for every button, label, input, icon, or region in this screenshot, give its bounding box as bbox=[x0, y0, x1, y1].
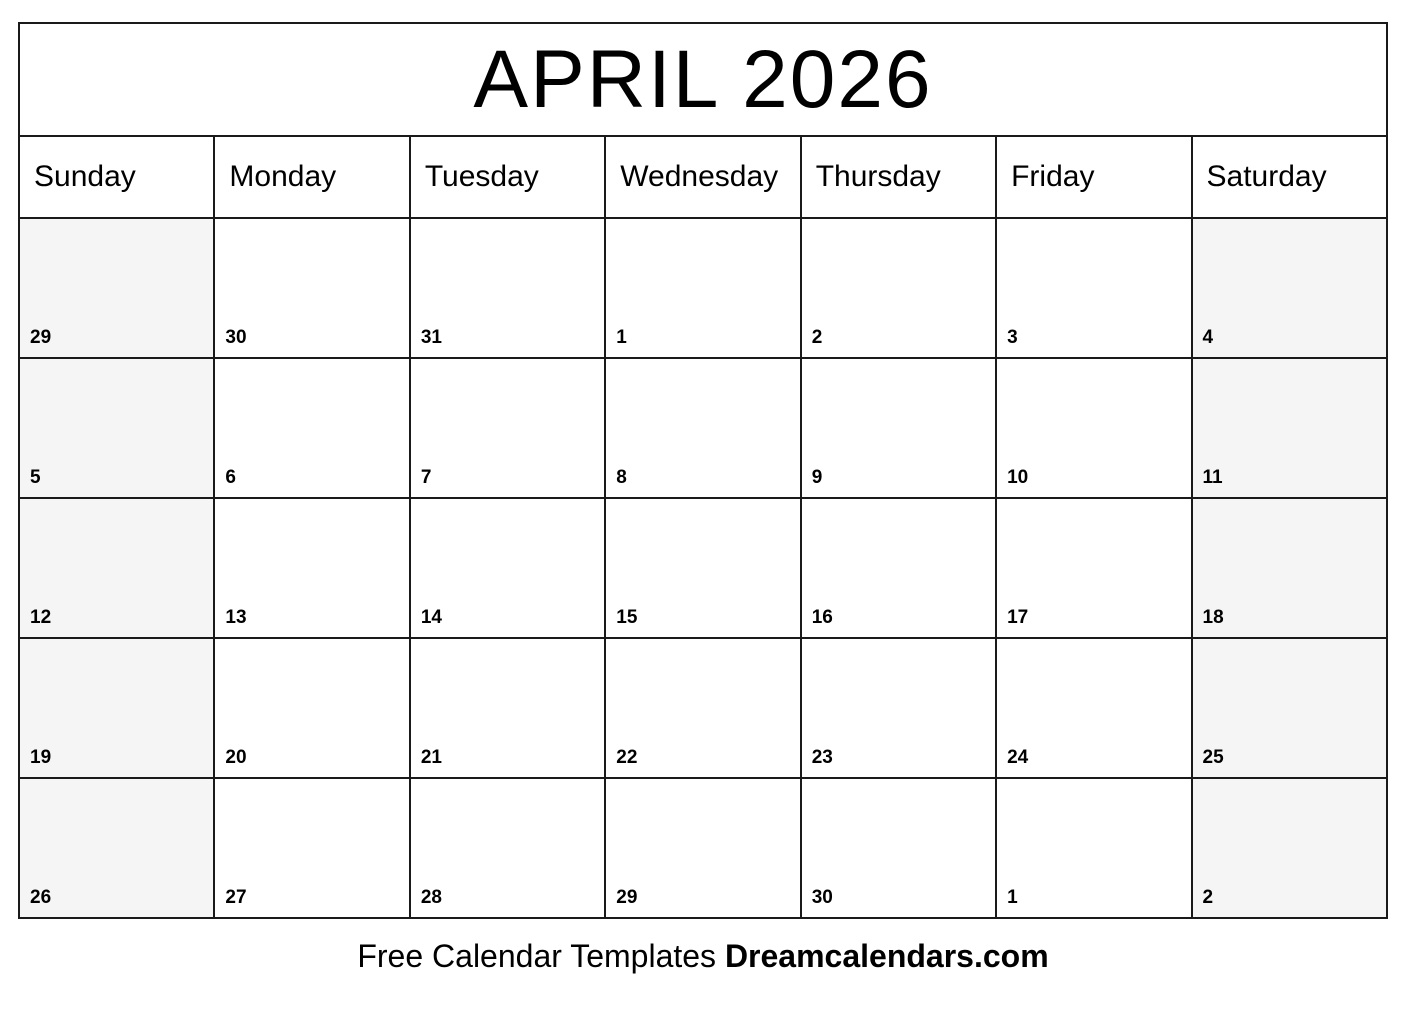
footer bbox=[18, 937, 1388, 975]
day-number: 2 bbox=[1202, 887, 1214, 908]
day-number: 9 bbox=[811, 467, 823, 488]
day-number: 8 bbox=[616, 467, 627, 488]
day-number: 29 bbox=[30, 327, 52, 348]
day-cell[interactable] bbox=[1192, 498, 1387, 638]
day-cell[interactable] bbox=[605, 778, 800, 918]
day-cell[interactable] bbox=[19, 218, 214, 358]
day-number: 5 bbox=[30, 467, 41, 488]
day-number: 2 bbox=[811, 327, 823, 348]
day-number: 30 bbox=[225, 327, 247, 348]
day-number: 1 bbox=[1007, 887, 1018, 908]
day-cell[interactable] bbox=[410, 638, 605, 778]
day-number: 31 bbox=[420, 327, 442, 348]
calendar-week-row bbox=[19, 638, 1387, 778]
day-cell[interactable] bbox=[605, 358, 800, 498]
day-number: 1 bbox=[616, 327, 627, 348]
day-number: 24 bbox=[1007, 747, 1029, 768]
calendar-week-row bbox=[19, 218, 1387, 358]
day-number: 10 bbox=[1007, 467, 1029, 488]
weekday-header-thursday: Thursday bbox=[801, 136, 996, 218]
day-number: 4 bbox=[1202, 327, 1214, 348]
day-number: 14 bbox=[420, 607, 442, 628]
day-cell[interactable] bbox=[410, 498, 605, 638]
day-cell[interactable] bbox=[801, 498, 996, 638]
day-number: 22 bbox=[616, 747, 638, 768]
day-number: 26 bbox=[30, 887, 52, 908]
day-number: 7 bbox=[420, 467, 432, 488]
day-cell[interactable] bbox=[996, 218, 1191, 358]
day-number: 11 bbox=[1202, 467, 1223, 488]
day-cell[interactable] bbox=[1192, 358, 1387, 498]
day-number: 15 bbox=[616, 607, 638, 628]
day-number: 6 bbox=[225, 467, 236, 488]
day-cell[interactable] bbox=[801, 358, 996, 498]
day-cell[interactable] bbox=[214, 638, 409, 778]
calendar-week-row bbox=[19, 498, 1387, 638]
day-number: 12 bbox=[30, 607, 52, 628]
day-cell[interactable] bbox=[996, 778, 1191, 918]
day-cell[interactable] bbox=[19, 778, 214, 918]
footer-brand: Dreamcalendars.com bbox=[724, 938, 1049, 974]
page-title: APRIL 2026 bbox=[473, 33, 933, 125]
day-cell[interactable] bbox=[1192, 778, 1387, 918]
weekday-header-saturday: Saturday bbox=[1192, 136, 1387, 218]
calendar-header-row bbox=[19, 136, 1387, 218]
day-number: 23 bbox=[811, 747, 833, 768]
day-cell[interactable] bbox=[605, 638, 800, 778]
day-cell[interactable] bbox=[214, 498, 409, 638]
day-cell[interactable] bbox=[214, 358, 409, 498]
day-cell[interactable] bbox=[801, 638, 996, 778]
calendar-week-row bbox=[19, 778, 1387, 918]
day-number: 21 bbox=[420, 747, 442, 768]
day-cell[interactable] bbox=[214, 218, 409, 358]
footer-text: Free Calendar Templates bbox=[357, 938, 725, 974]
day-cell[interactable] bbox=[605, 218, 800, 358]
day-number: 27 bbox=[225, 887, 247, 908]
day-cell[interactable] bbox=[19, 638, 214, 778]
day-cell[interactable] bbox=[605, 498, 800, 638]
day-cell[interactable] bbox=[996, 498, 1191, 638]
calendar-title-bar bbox=[18, 22, 1388, 135]
day-number: 25 bbox=[1202, 747, 1224, 768]
day-cell[interactable] bbox=[19, 498, 214, 638]
day-cell[interactable] bbox=[1192, 638, 1387, 778]
day-cell[interactable] bbox=[801, 218, 996, 358]
day-number: 28 bbox=[420, 887, 442, 908]
day-number: 17 bbox=[1007, 607, 1029, 628]
day-number: 20 bbox=[225, 747, 247, 768]
day-cell[interactable] bbox=[410, 358, 605, 498]
day-number: 30 bbox=[811, 887, 833, 908]
day-cell[interactable] bbox=[996, 638, 1191, 778]
day-number: 18 bbox=[1202, 607, 1224, 628]
day-number: 19 bbox=[30, 747, 52, 768]
day-cell[interactable] bbox=[410, 778, 605, 918]
weekday-header-tuesday: Tuesday bbox=[410, 136, 605, 218]
day-cell[interactable] bbox=[410, 218, 605, 358]
day-number: 16 bbox=[811, 607, 833, 628]
weekday-header-sunday: Sunday bbox=[19, 136, 214, 218]
day-cell[interactable] bbox=[1192, 218, 1387, 358]
calendar-body bbox=[19, 218, 1387, 918]
day-cell[interactable] bbox=[19, 358, 214, 498]
day-number: 29 bbox=[616, 887, 638, 908]
calendar-week-row bbox=[19, 358, 1387, 498]
day-number: 13 bbox=[225, 607, 247, 628]
day-number: 3 bbox=[1007, 327, 1018, 348]
day-cell[interactable] bbox=[214, 778, 409, 918]
day-cell[interactable] bbox=[801, 778, 996, 918]
weekday-header-monday: Monday bbox=[214, 136, 409, 218]
weekday-header-wednesday: Wednesday bbox=[605, 136, 800, 218]
weekday-header-friday: Friday bbox=[996, 136, 1191, 218]
day-cell[interactable] bbox=[996, 358, 1191, 498]
calendar-grid bbox=[18, 135, 1388, 919]
